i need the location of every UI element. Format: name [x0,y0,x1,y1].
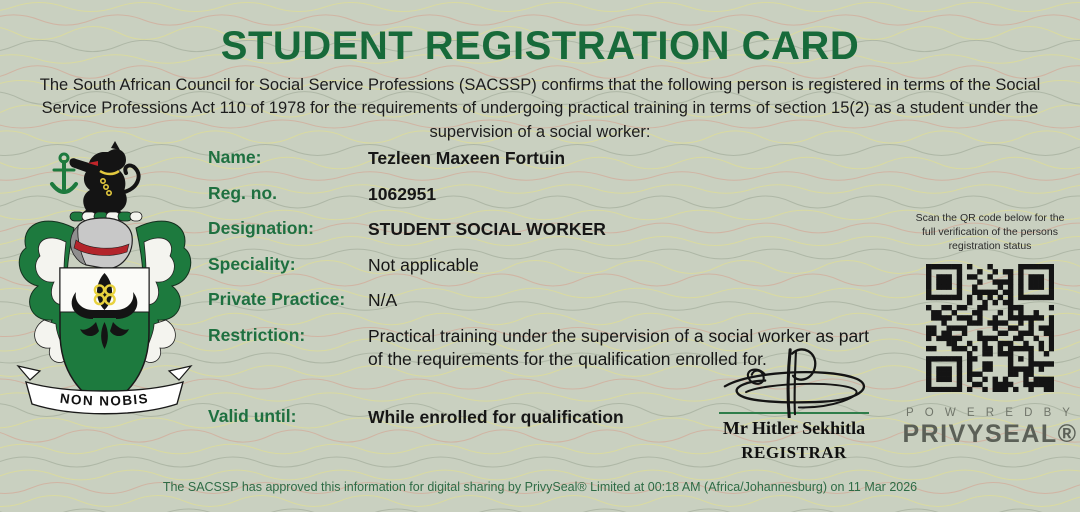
field-designation-value: STUDENT SOCIAL WORKER [368,219,606,239]
qr-code [926,264,1054,392]
field-valid-until-label: Valid until: [208,406,297,426]
lion-icon [69,141,138,221]
qr-section [900,211,1080,449]
privyseal-logo: PRIVYSEAL® [902,419,1078,448]
field-name-value: Tezleen Maxeen Fortuin [368,148,566,168]
page-title: STUDENT REGISTRATION CARD [220,24,860,68]
field-valid-until-value: While enrolled for qualification [368,407,624,427]
motto-text: NON NOBIS [59,390,150,409]
registrar-name: Mr Hitler Sekhitla [722,418,866,438]
qr-instruction-text: Scan the QR code below for the full verification of the persons registration status [915,212,1065,253]
sacssp-coat-of-arms-icon [12,140,198,428]
field-speciality [208,254,479,277]
approval-footer: The SACSSP has approved this information for digital sharing by PrivySeal® Limited at 00:18 AM (Africa/Johannesburg) on 11 Mar 2026 [162,480,918,494]
helmet-icon [71,218,133,269]
field-private-practice-value: N/A [368,290,398,310]
field-reg-no-value: 1062951 [368,184,437,204]
signature-block [703,346,885,463]
field-name [208,147,565,170]
field-restriction-label: Restriction: [208,325,306,345]
field-speciality-value: Not applicable [368,255,479,275]
powered-by-label: P O W E R E D B Y [906,406,1074,419]
field-designation [208,218,606,241]
intro-paragraph: The South African Council for Social Service Professions (SACSSP) confirms that the following person is registered in terms of the Social Service Professions Act 110 of 1978 for the requirements of undergoing practical training in terms of section 15(2) as a student under the supervision of a social worker: [39,76,1041,141]
field-reg-no-label: Reg. no. [208,183,278,203]
field-designation-label: Designation: [208,218,314,238]
registrar-title: REGISTRAR [741,443,847,462]
registrar-signature-icon [704,346,884,418]
field-private-practice-label: Private Practice: [208,289,346,309]
field-valid-until [208,406,624,429]
field-name-label: Name: [208,147,262,167]
field-speciality-label: Speciality: [208,254,296,274]
field-reg-no [208,183,436,206]
field-private-practice [208,289,397,312]
field-restriction-value: Practical training under the supervision of a social worker as part of the requirements for the qualification enrolled for. [368,326,869,370]
shield-icon [60,268,149,406]
